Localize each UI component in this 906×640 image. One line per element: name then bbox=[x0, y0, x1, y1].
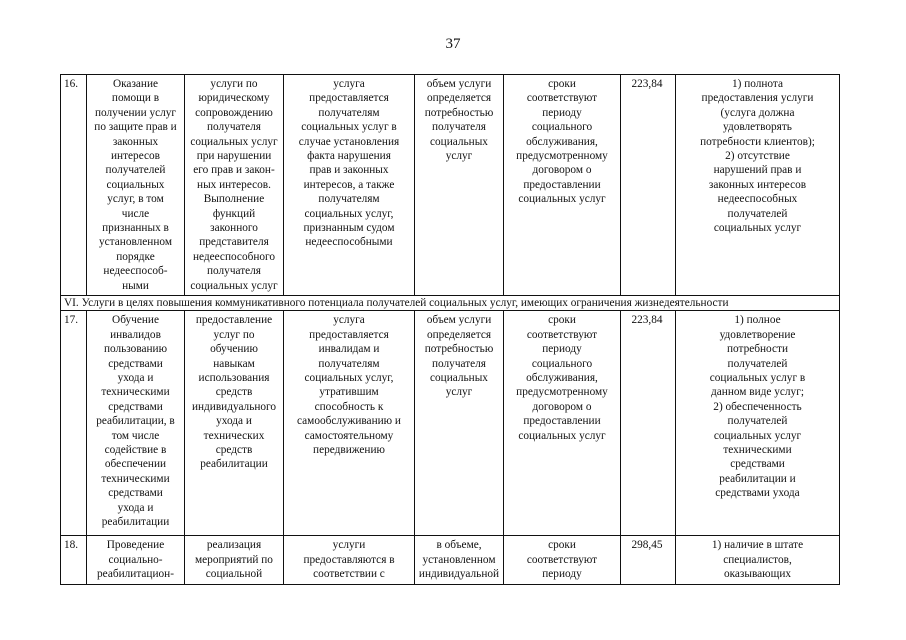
service-volume-cell: объем услуги определяется потребностью получателя социальных услуг bbox=[415, 311, 504, 536]
service-description-cell: предоставление услуг по обучению навыкам использования средств индивидуального ухода и технических средств реабилитации bbox=[185, 311, 284, 536]
section-heading: VI. Услуги в целях повышения коммуникативного потенциала получателей социальных услуг, имеющих ограничения жизнедеятельности bbox=[61, 296, 840, 311]
service-name-cell: Оказание помощи в получении услуг по защите прав и законных интересов получателей социальных услуг, в том числе признанных в установленном порядке недееспособ- ными bbox=[87, 75, 185, 296]
service-price-cell: 223,84 bbox=[621, 311, 676, 536]
row-number: 16. bbox=[61, 75, 87, 296]
service-description-cell: услуги по юридическому сопровождению получателя социальных услуг при нарушении его прав и закон- ных интересов. Выполнение функций законного представителя недееспособного получателя социальных услуг bbox=[185, 75, 284, 296]
section-heading-row bbox=[61, 296, 840, 311]
row-number: 18. bbox=[61, 536, 87, 585]
table-row bbox=[61, 75, 840, 296]
page-number: 37 bbox=[445, 36, 461, 52]
service-price-cell: 298,45 bbox=[621, 536, 676, 585]
service-quality-cell: 1) полное удовлетворение потребности получателей социальных услуг в данном виде услуг; 2) обеспеченность получателей социальных услуг техническими средствами реабилитации и средствами ухода bbox=[676, 311, 840, 536]
service-terms-cell: сроки соответствуют периоду bbox=[504, 536, 621, 585]
service-volume-cell: объем услуги определяется потребностью получателя социальных услуг bbox=[415, 75, 504, 296]
service-conditions-cell: услуги предоставляются в соответствии с bbox=[284, 536, 415, 585]
service-quality-cell: 1) наличие в штате специалистов, оказывающих bbox=[676, 536, 840, 585]
service-conditions-cell: услуга предоставляется получателям социальных услуг в случае установления факта нарушения прав и законных интересов, а также получателям социальных услуг, признанным судом недееспособными bbox=[284, 75, 415, 296]
service-terms-cell: сроки соответствуют периоду социального обслуживания, предусмотренному договором о предоставлении социальных услуг bbox=[504, 311, 621, 536]
service-description-cell: реализация мероприятий по социальной bbox=[185, 536, 284, 585]
service-name-cell: Обучение инвалидов пользованию средствами ухода и техническими средствами реабилитации, в том числе содействие в обеспечении техническими средствами ухода и реабилитации bbox=[87, 311, 185, 536]
service-price-cell: 223,84 bbox=[621, 75, 676, 296]
service-quality-cell: 1) полнота предоставления услуги (услуга должна удовлетворять потребности клиентов); 2) отсутствие нарушений прав и законных интересов недееспособных получателей социальных услуг bbox=[676, 75, 840, 296]
services-table bbox=[60, 74, 840, 585]
service-name-cell: Проведение социально- реабилитацион- bbox=[87, 536, 185, 585]
table-row bbox=[61, 311, 840, 536]
table-row bbox=[61, 536, 840, 585]
row-number: 17. bbox=[61, 311, 87, 536]
service-conditions-cell: услуга предоставляется инвалидам и получателям социальных услуг, утратившим способность к самообслуживанию и самостоятельному передвижению bbox=[284, 311, 415, 536]
service-terms-cell: сроки соответствуют периоду социального обслуживания, предусмотренному договором о предоставлении социальных услуг bbox=[504, 75, 621, 296]
service-volume-cell: в объеме, установленном индивидуальной bbox=[415, 536, 504, 585]
